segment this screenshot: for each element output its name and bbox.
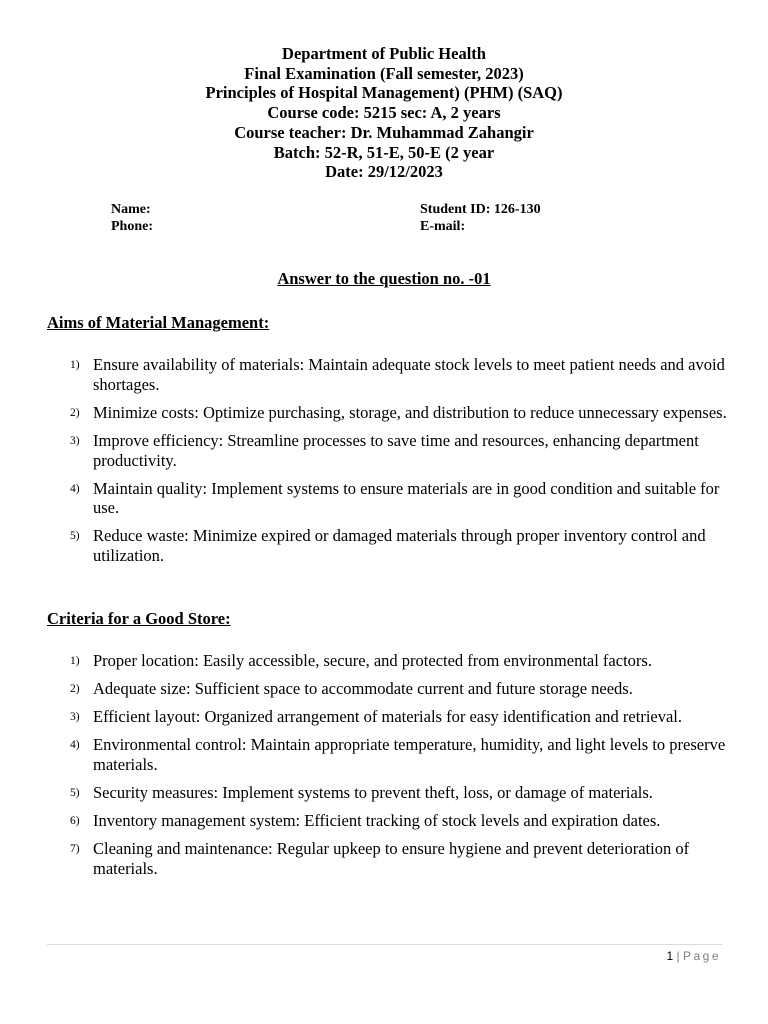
- list-text: Adequate size: Sufficient space to accommodate current and future storage needs.: [93, 679, 633, 699]
- list-text: Environmental control: Maintain appropriate temperature, humidity, and light levels to preserve materials.: [93, 735, 726, 774]
- header-exam: Final Examination (Fall semester, 2023): [244, 63, 524, 83]
- footer-separator: |: [676, 949, 680, 963]
- list-text: Improve efficiency: Streamline processes to save time and resources, enhancing department productivity.: [93, 430, 699, 470]
- list-item: [0, 526, 768, 565]
- list-number: 7): [70, 843, 80, 856]
- name-label: Name:: [111, 202, 151, 217]
- info-row-1: [111, 201, 631, 218]
- list-number: 5): [70, 787, 80, 800]
- list-item: [0, 839, 768, 878]
- list-text: Reduce waste: Minimize expired or damaged materials through proper inventory control and utilization.: [93, 526, 706, 566]
- list-text: Ensure availability of materials: Maintain adequate stock levels to meet patient needs and avoid shortages.: [93, 355, 725, 394]
- list-number: 2): [70, 406, 80, 419]
- list-item: [0, 403, 768, 423]
- list-number: 6): [70, 815, 80, 828]
- page-word: Page: [682, 949, 721, 963]
- list-text: Cleaning and maintenance: Regular upkeep to ensure hygiene and prevent deterioration of materials.: [93, 839, 690, 878]
- aims-heading: Aims of Material Management:: [47, 313, 270, 332]
- phone-label: Phone:: [111, 219, 153, 234]
- list-item: [0, 355, 768, 394]
- header-department: Department of Public Health: [282, 44, 486, 63]
- header-date: Date: 29/12/2023: [325, 162, 443, 182]
- list-item: [0, 707, 768, 727]
- list-text: Security measures: Implement systems to prevent theft, loss, or damage of materials.: [93, 783, 653, 803]
- list-number: 4): [70, 739, 80, 752]
- list-text: Proper location: Easily accessible, secure, and protected from environmental factors.: [93, 651, 652, 670]
- criteria-list: [0, 651, 768, 887]
- list-number: 4): [70, 482, 80, 495]
- list-number: 1): [70, 655, 80, 667]
- student-info: [111, 201, 631, 235]
- list-item: [0, 479, 768, 518]
- list-item: [0, 735, 768, 774]
- list-text: Maintain quality: Implement systems to ensure materials are in good condition and suitable for use.: [93, 478, 720, 518]
- criteria-heading: Criteria for a Good Store:: [47, 609, 231, 628]
- aims-list: [0, 355, 768, 574]
- page-footer: [666, 947, 721, 965]
- list-text: Efficient layout: Organized arrangement of materials for easy identification and retrieval.: [93, 707, 683, 727]
- info-row-2: [111, 218, 631, 235]
- list-item: [0, 811, 768, 831]
- list-number: 3): [70, 711, 80, 724]
- list-number: 2): [70, 683, 80, 696]
- page-number: 1: [666, 949, 674, 963]
- header-course-code: Course code: 5215 sec: A, 2 years: [267, 103, 501, 123]
- list-text: Inventory management system: Efficient tracking of stock levels and expiration dates.: [93, 811, 661, 831]
- answer-title-text: Answer to the question no. -01: [277, 269, 491, 288]
- list-number: 3): [70, 434, 80, 447]
- list-item: [0, 651, 768, 671]
- header-course-teacher: Course teacher: Dr. Muhammad Zahangir: [234, 122, 534, 142]
- footer-divider: [47, 944, 722, 945]
- list-number: 5): [70, 530, 80, 543]
- list-number: 1): [70, 359, 80, 371]
- list-item: [0, 783, 768, 803]
- list-item: [0, 679, 768, 699]
- list-item: [0, 431, 768, 470]
- document-header: [0, 44, 768, 182]
- header-course-title: Principles of Hospital Management) (PHM) (SAQ): [205, 83, 563, 103]
- header-batch: Batch: 52-R, 51-E, 50-E (2 year: [273, 142, 495, 162]
- student-id: Student ID: 126-130: [420, 202, 541, 217]
- email-label: E-mail:: [420, 219, 466, 234]
- list-text: Minimize costs: Optimize purchasing, storage, and distribution to reduce unnecessary expenses.: [93, 402, 727, 422]
- answer-title: [0, 269, 768, 289]
